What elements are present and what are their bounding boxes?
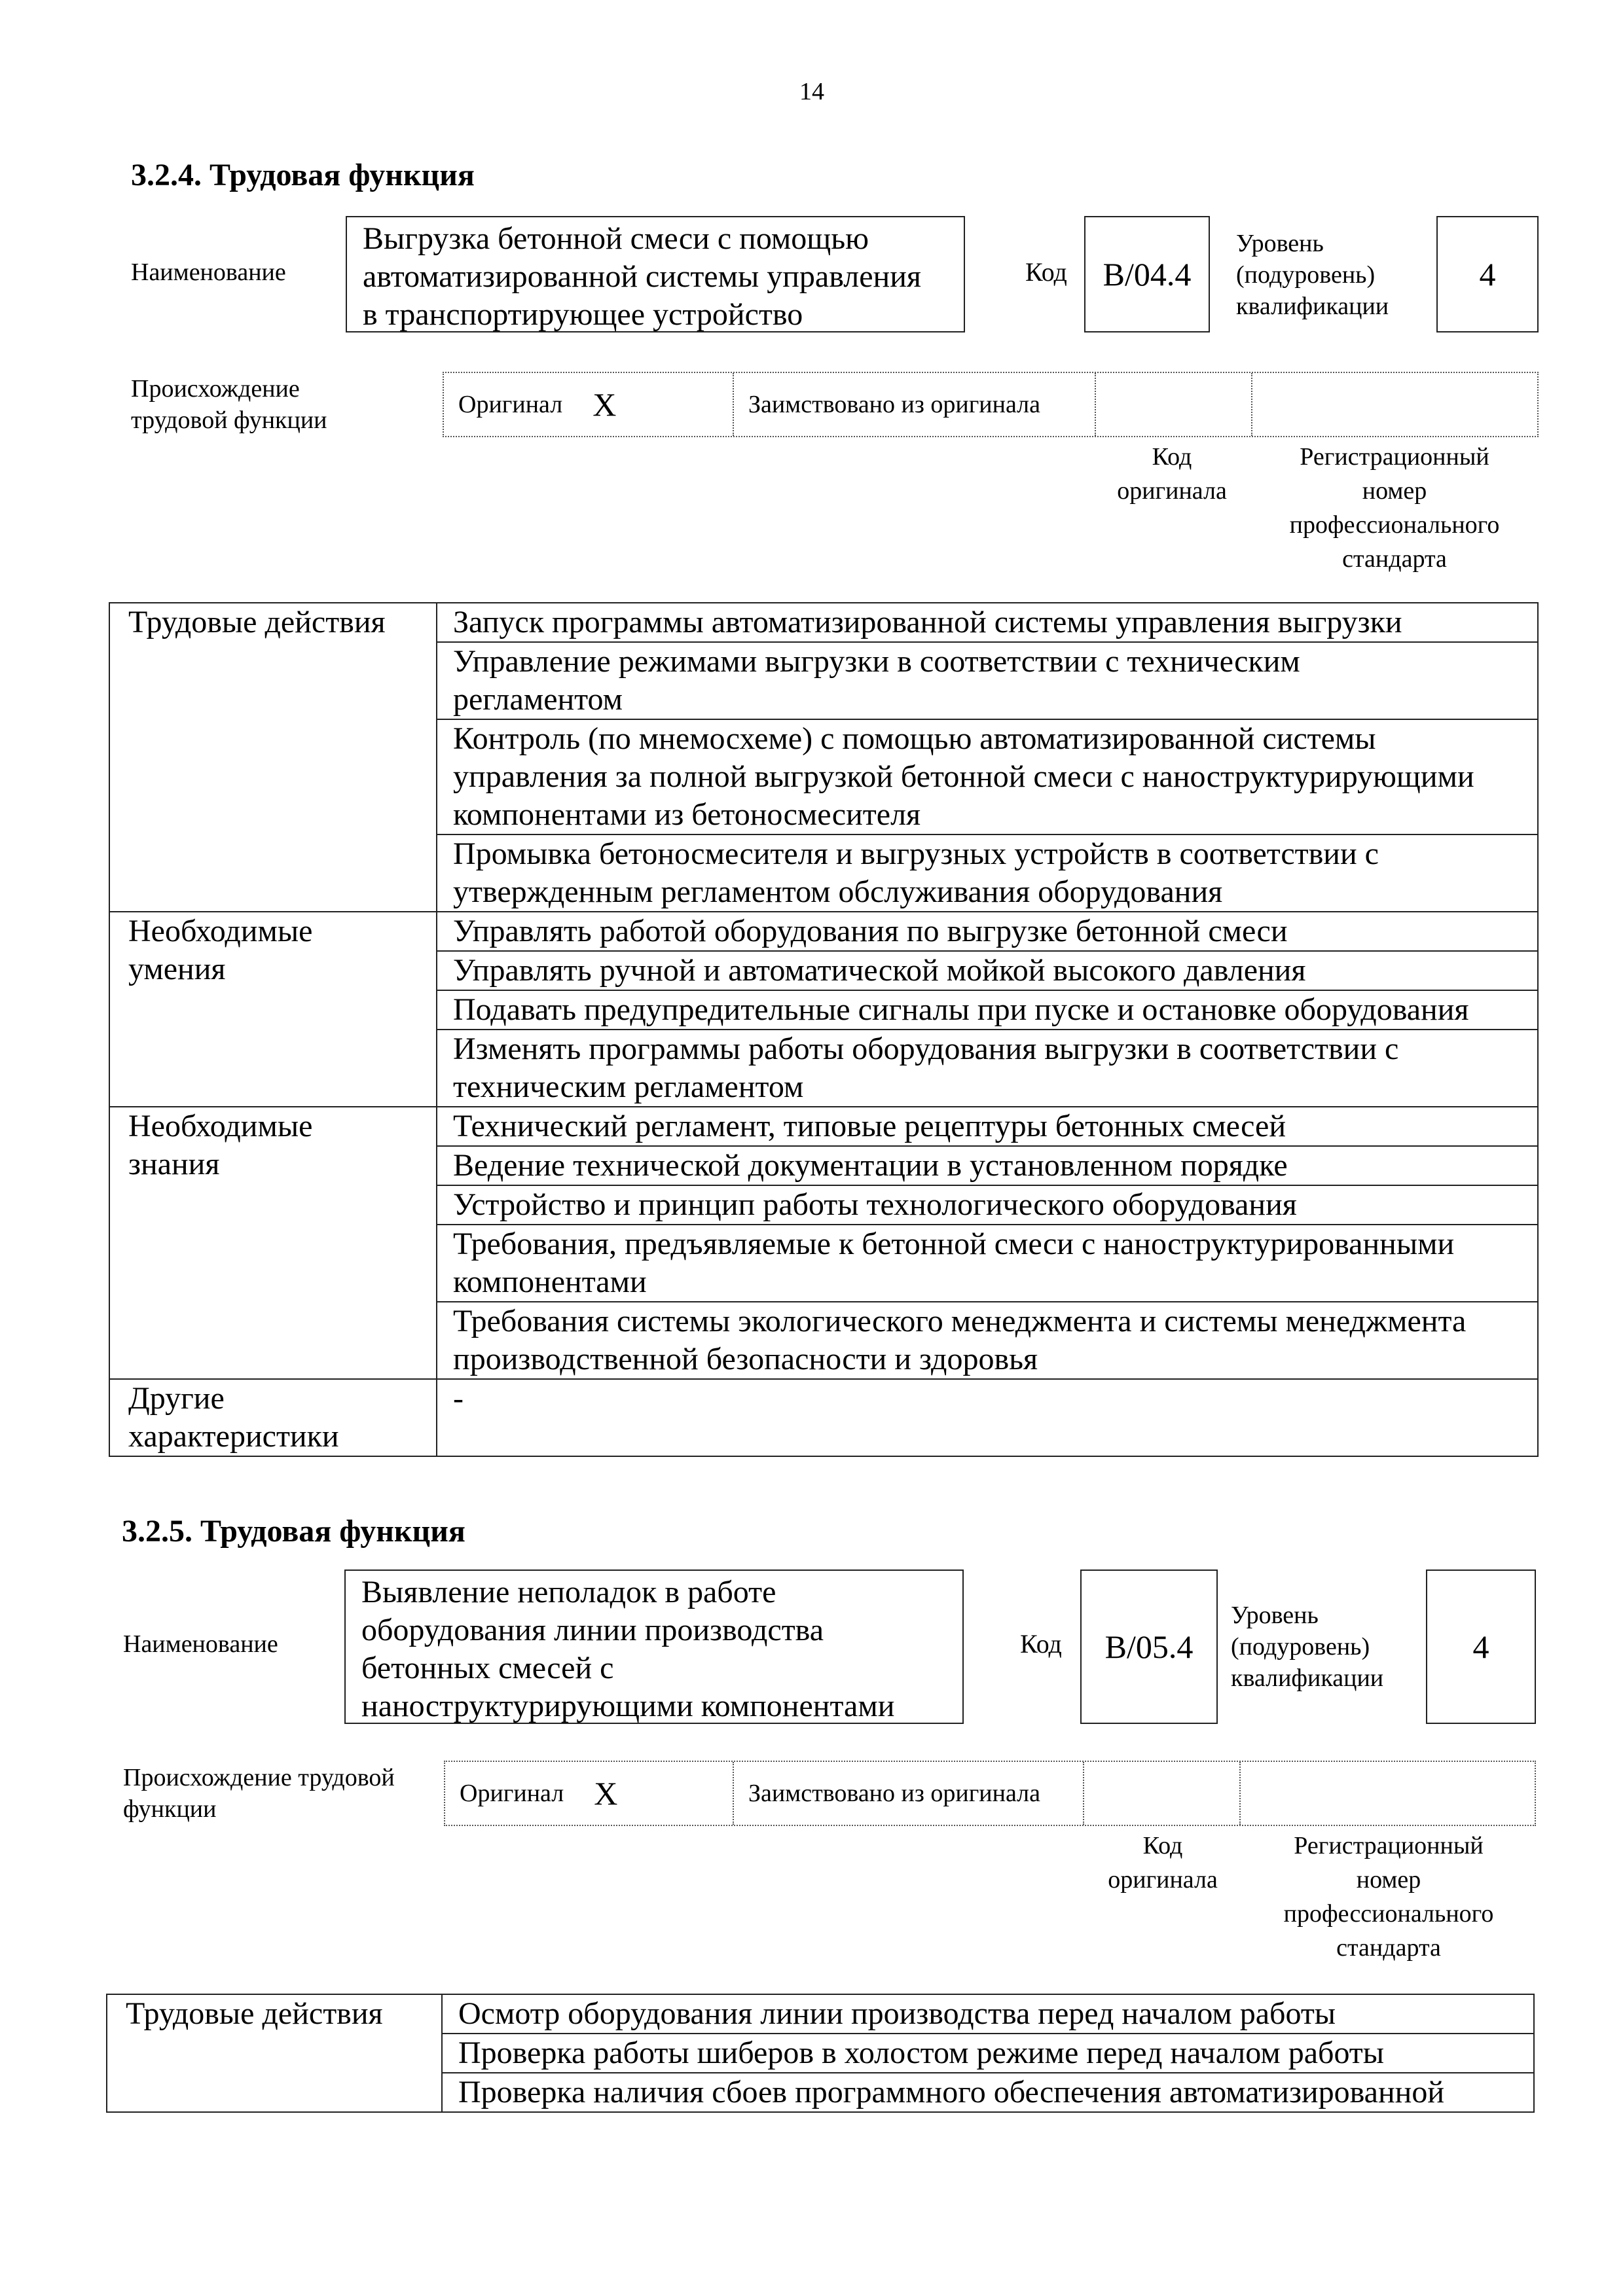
function-code: B/04.4 xyxy=(1084,216,1210,332)
section-title: 3.2.4. Трудовая функция xyxy=(131,158,475,192)
borrowed-label: Заимствовано из оригинала xyxy=(748,391,1040,418)
original-code-caption xyxy=(1093,440,1250,508)
reg-number-caption xyxy=(1250,440,1539,576)
caption-line: стандарта xyxy=(1336,1934,1441,1962)
table-row xyxy=(107,1994,1534,2034)
origin-label-line: Происхождение трудовой xyxy=(123,1764,395,1791)
caption-line: Регистрационный xyxy=(1294,1832,1484,1859)
original-cell xyxy=(445,1762,734,1825)
table-cell: Промывка бетоносмесителя и выгрузных устройств в соответствии с утвержденным регламентом обслуживания оборудования xyxy=(437,834,1538,912)
table-cell: Устройство и принцип работы технологического оборудования xyxy=(437,1185,1538,1225)
qualification-level: 4 xyxy=(1426,1570,1536,1724)
reg-number-caption xyxy=(1241,1829,1536,1965)
origin-label-line: трудовой функции xyxy=(131,406,327,434)
level-label-line: квалификации xyxy=(1236,293,1389,320)
reg-number-cell xyxy=(1252,373,1537,436)
table-row xyxy=(109,603,1538,642)
original-label: Оригинал xyxy=(458,391,563,418)
original-mark: X xyxy=(593,386,617,423)
category-skills xyxy=(109,912,437,1107)
table-cell: Осмотр оборудования линии производства перед началом работы xyxy=(442,1994,1534,2034)
table-cell: Проверка наличия сбоев программного обеспечения автоматизированной xyxy=(442,2073,1534,2112)
original-cell xyxy=(444,373,734,436)
table-cell: Управлять ручной и автоматической мойкой высокого давления xyxy=(437,951,1538,990)
original-code-cell xyxy=(1084,1762,1241,1825)
borrowed-cell xyxy=(734,1762,1084,1825)
function-name-line: бетонных смесей с xyxy=(361,1651,614,1685)
level-label-line: Уровень xyxy=(1231,1602,1319,1629)
original-mark: X xyxy=(594,1775,618,1812)
category-line: Необходимые xyxy=(128,1109,313,1143)
code-label: Код xyxy=(1025,257,1067,287)
function-name-line: наноструктурирующими компонентами xyxy=(361,1689,895,1723)
category-line: Необходимые xyxy=(128,914,313,948)
table-cell: Изменять программы работы оборудования выгрузки в соответствии с техническим регламентом xyxy=(437,1030,1538,1107)
table-cell: - xyxy=(437,1379,1538,1456)
category-knowledge xyxy=(109,1107,437,1379)
function-name-box xyxy=(346,216,965,332)
function-name-line: автоматизированной системы управления xyxy=(363,259,921,294)
table-cell: Контроль (по мнемосхеме) с помощью автоматизированной системы управления за полной выгрузкой бетонной смеси с наноструктурирующими компонентами из бетоносмесителя xyxy=(437,719,1538,834)
original-label: Оригинал xyxy=(460,1780,564,1807)
level-label-line: квалификации xyxy=(1231,1664,1384,1692)
caption-line: номер xyxy=(1356,1866,1421,1893)
table-cell: Управлять работой оборудования по выгрузке бетонной смеси xyxy=(437,912,1538,951)
borrowed-cell xyxy=(734,373,1096,436)
caption-line: профессионального xyxy=(1283,1900,1494,1928)
table-cell: Ведение технической документации в установленном порядке xyxy=(437,1146,1538,1185)
level-label-line: Уровень xyxy=(1236,230,1324,257)
table-cell: Требования системы экологического менеджмента и системы менеджмента производственной безопасности и здоровья xyxy=(437,1302,1538,1379)
caption-line: оригинала xyxy=(1117,477,1227,505)
code-label: Код xyxy=(1020,1629,1062,1659)
origin-label xyxy=(131,373,327,436)
caption-line: профессионального xyxy=(1289,511,1500,539)
level-label xyxy=(1236,228,1389,322)
function-table xyxy=(106,1994,1535,2113)
origin-row xyxy=(444,1761,1536,1826)
origin-label-line: Происхождение xyxy=(131,375,300,403)
table-row xyxy=(109,1379,1538,1456)
level-label-line: (подуровень) xyxy=(1231,1633,1370,1660)
function-name-line: Выгрузка бетонной смеси с помощью xyxy=(363,221,869,256)
table-cell: Запуск программы автоматизированной системы управления выгрузки xyxy=(437,603,1538,642)
category-line: умения xyxy=(128,952,226,986)
qualification-level: 4 xyxy=(1436,216,1539,332)
category-other xyxy=(109,1379,437,1456)
origin-label xyxy=(123,1762,395,1825)
category-labor-actions xyxy=(109,603,437,912)
page-number: 14 xyxy=(799,78,824,105)
caption-line: стандарта xyxy=(1342,545,1447,573)
table-cell: Управление режимами выгрузки в соответствии с техническим регламентом xyxy=(437,642,1538,719)
name-label: Наименование xyxy=(131,259,286,286)
table-cell: Технический регламент, типовые рецептуры бетонных смесей xyxy=(437,1107,1538,1146)
name-label: Наименование xyxy=(123,1630,278,1658)
level-label xyxy=(1231,1600,1383,1694)
function-name-line: оборудования линии производства xyxy=(361,1613,824,1647)
level-label-line: (подуровень) xyxy=(1236,261,1376,289)
table-cell: Проверка работы шиберов в холостом режиме перед началом работы xyxy=(442,2034,1534,2073)
function-table xyxy=(109,602,1539,1457)
category-line: Трудовые действия xyxy=(128,605,386,639)
origin-label-line: функции xyxy=(123,1795,217,1823)
original-code-caption xyxy=(1084,1829,1241,1897)
table-row xyxy=(109,912,1538,951)
caption-line: Код xyxy=(1142,1832,1183,1859)
function-name-box xyxy=(344,1570,964,1724)
category-line: Другие xyxy=(128,1381,225,1416)
caption-line: Код xyxy=(1152,443,1192,471)
table-row xyxy=(109,1107,1538,1146)
function-name-line: Выявление неполадок в работе xyxy=(361,1575,776,1609)
category-line: характеристики xyxy=(128,1419,339,1454)
caption-line: номер xyxy=(1362,477,1427,505)
table-cell: Подавать предупредительные сигналы при пуске и остановке оборудования xyxy=(437,990,1538,1030)
function-name-line: в транспортирующее устройство xyxy=(363,297,803,332)
function-code: B/05.4 xyxy=(1080,1570,1218,1724)
section-title: 3.2.5. Трудовая функция xyxy=(122,1514,465,1549)
table-cell: Требования, предъявляемые к бетонной смеси с наноструктурированными компонентами xyxy=(437,1225,1538,1302)
origin-row xyxy=(443,372,1539,437)
caption-line: Регистрационный xyxy=(1300,443,1489,471)
category-line: знания xyxy=(128,1147,220,1181)
borrowed-label: Заимствовано из оригинала xyxy=(748,1780,1040,1807)
category-labor-actions xyxy=(107,1994,442,2112)
caption-line: оригинала xyxy=(1108,1866,1218,1893)
original-code-cell xyxy=(1096,373,1252,436)
reg-number-cell xyxy=(1241,1762,1535,1825)
category-line: Трудовые действия xyxy=(126,1996,383,2031)
